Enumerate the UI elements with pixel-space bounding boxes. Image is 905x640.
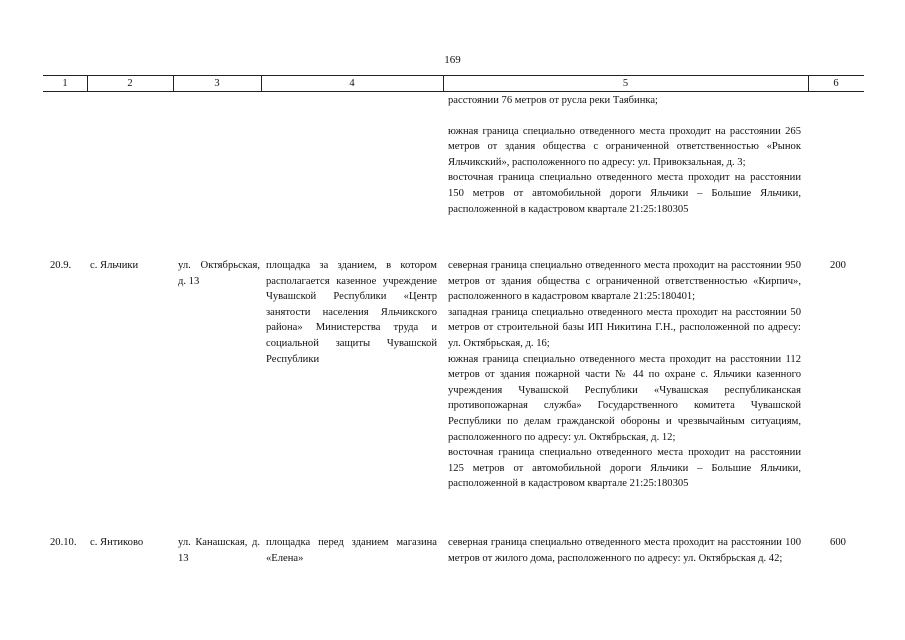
- header-col-6: 6: [833, 78, 839, 89]
- boundary-text: северная граница специально отведенного места проходит на расстоянии 950 метров от здания общества с ограниченной ответственностью «Кирпич», расположенного в кадастровом квартале 21:25:180401;: [448, 260, 801, 303]
- header-col-2: 2: [127, 78, 133, 89]
- boundary-text: южная граница специально отведенного места проходит на расстоянии 265 метров от здания общества с ограниченной ответственностью «Рынок Яльчикский», расположенного по адресу: ул. Привокзальная, д. 3;: [448, 125, 801, 168]
- place-description: площадка за зданием, в котором располагается казенное учреждение Чувашской Республики «Центр занятости населения Яльчикского района» Министерства труда и социальной защиты Чувашской Республики: [266, 260, 437, 365]
- place-description: площадка перед зданием магазина «Елена»: [266, 537, 437, 564]
- row-number: 20.9.: [50, 260, 72, 271]
- boundary-text: западная граница специально отведенного места проходит на расстоянии 50 метров от строительной базы ИП Никитина Г.Н., расположенной по адресу: ул. Октябрьская, д. 16;: [448, 306, 801, 349]
- header-col-3: 3: [214, 78, 220, 89]
- page-number: 169: [444, 54, 461, 66]
- header-col-4: 4: [349, 78, 355, 89]
- boundary-text: восточная граница специально отведенного места проходит на расстоянии 150 метров от автомобильной дороги Яльчики – Большие Яльчики, расположенной в кадастровом квартале 21:25:180305: [448, 172, 801, 215]
- table-header-row: [43, 75, 864, 92]
- header-col-5: 5: [622, 78, 629, 89]
- street-address: ул. Октябрьская, д. 13: [178, 260, 260, 287]
- settlement-name: с. Янтиково: [90, 537, 144, 548]
- street-address: ул. Канашская, д. 13: [178, 537, 260, 564]
- area-value: 600: [830, 537, 846, 548]
- boundary-text: северная граница специально отведенного места проходит на расстоянии 100 метров от жилого дома, расположенного по адресу: ул. Октябрьская д. 42;: [448, 537, 801, 564]
- header-col-1: 1: [62, 78, 68, 89]
- boundary-text: восточная граница специально отведенного места проходит на расстоянии 125 метров от автомобильной дороги Яльчики – Большие Яльчики, расположенной в кадастровом квартале 21:25:180305: [448, 447, 801, 490]
- continuation-boundaries: [448, 93, 801, 217]
- settlement-name: с. Яльчики: [90, 260, 139, 271]
- boundary-description: [448, 258, 801, 492]
- boundary-text: южная граница специально отведенного места проходит на расстоянии 112 метров от здания пожарной части № 44 по охране с. Яльчики казенного учреждения Чувашской Республики «Чувашская республиканская противопожарная служба» Государственного комитета Чувашской Республики по делам гражданской обороны и чрезвычайным ситуациям, расположенного по адресу: ул. Октябрьская, д. 12;: [448, 353, 801, 443]
- boundary-description: [448, 535, 801, 566]
- area-value: 200: [830, 260, 846, 271]
- row-number: 20.10.: [50, 537, 77, 548]
- boundary-text: расстоянии 76 метров от русла реки Таябинка;: [448, 95, 659, 106]
